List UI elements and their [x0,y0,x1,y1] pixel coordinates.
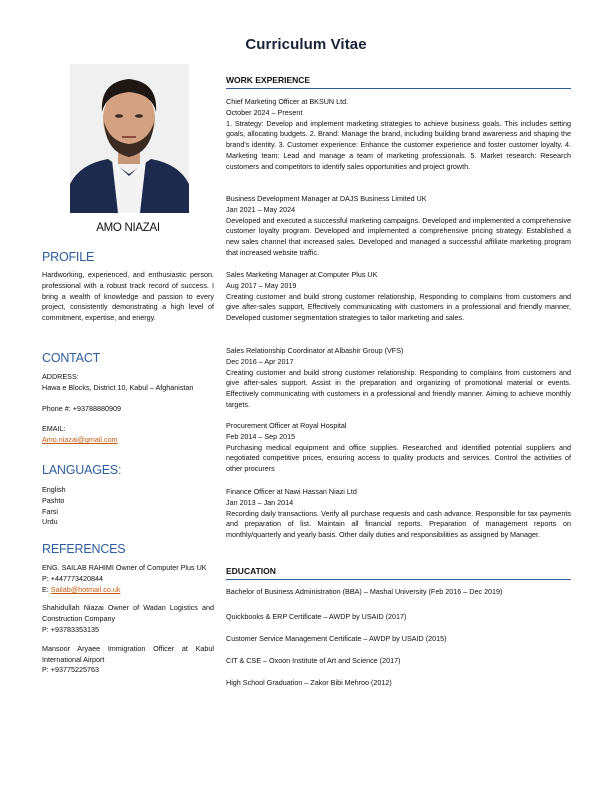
reference-name: ENG. SAILAB RAHIMI Owner of Computer Plus UK [42,563,207,572]
job-description: 1. Strategy: Develop and implement marketing strategies to achieve business goals. This includes setting goals, allocating budgets. 2. Brand: Manage the brand, including building brand awareness and shaping the brand's identity. 3. Customer experience: Enhance the customer experience and foster customer loyalty. 4. Marketing team: Lead and manage a team of marketing professionals. 5. Market research: Research customers and competitors to identify sales opportunities and project growth. [226,118,571,171]
reference-item [42,603,214,635]
language-item: Farsi [42,506,58,516]
email-link[interactable]: Amo.niazai@gmail.com [42,435,118,445]
phone-value: Phone #: +93788880909 [42,403,121,413]
contact-heading: CONTACT [42,351,101,365]
job-entry [226,346,571,411]
reference-phone: P: +93783353135 [42,624,99,634]
reference-name: Shahidullah Niazai Owner of Wadan Logistics and Construction Company [42,603,214,624]
education-item: Quickbooks & ERP Certificate – AWDP by USAID (2017) [226,612,407,621]
job-description: Recording daily transactions. Verify all purchase requests and cash advance. Responsible for tax payments and preparation of list. Maintain all financial reports. Preparation of management reports on monthly/quarterly and yearly basis. Other daily duties and responsibilities as assigned by Manager. [226,508,571,540]
job-dates: Dec 2016 – Apr 2017 [226,356,294,366]
profile-heading: PROFILE [42,250,95,264]
education-item: Bachelor of Business Administration (BBA) – Mashal University (Feb 2016 – Dec 2019) [226,587,503,596]
reference-email-label: E: [42,584,51,594]
reference-phone: P: +93775225763 [42,665,99,675]
job-entry [226,487,571,541]
education-item: CIT & CSE – Oxoon Institute of Art and Science (2017) [226,656,401,665]
reference-item [42,644,214,676]
job-title: Procurement Officer at Royal Hospital [226,421,347,430]
education-heading: EDUCATION [226,566,571,580]
job-entry [226,194,571,259]
reference-email-link[interactable]: Sailab@hotmail.co.uk [50,584,121,594]
language-item: Urdu [42,517,58,527]
references-list [42,563,214,676]
languages-list [42,485,214,528]
email-label: EMAIL: [42,424,66,434]
person-photo-icon [70,64,189,213]
job-dates: Jan 2013 – Jan 2014 [226,497,294,507]
job-title: Sales Relationship Coordinator at Albashir Group (VFS) [226,346,404,355]
language-item: English [42,485,66,494]
address-label: ADDRESS: [42,372,79,381]
job-dates: Jan 2021 – May 2024 [226,204,296,214]
language-item: Pashto [42,495,65,505]
address-value: Hawa e Blocks, District 10, Kabul – Afghanistan [42,382,194,392]
references-heading: REFERENCES [42,542,126,556]
job-title: Chief Marketing Officer at BKSUN Ltd. [226,97,349,106]
job-title: Sales Marketing Manager at Computer Plus UK [226,270,378,279]
education-item: High School Graduation – Zakor Bibi Mehroo (2012) [226,678,392,687]
job-title: Finance Officer at Nawi Hassan Niazi Ltd [226,487,357,496]
job-dates: October 2024 – Present [226,107,303,117]
reference-item [42,563,214,595]
work-experience-heading: WORK EXPERIENCE [226,75,571,89]
page-title: Curriculum Vitae [245,36,367,53]
portrait-photo [70,64,189,213]
education-item: Customer Service Management Certificate – AWDP by USAID (2015) [226,634,447,643]
contact-block [42,372,214,446]
reference-phone: P: +447773420844 [42,573,103,583]
job-description: Creating customer and build strong customer relationship, Responding to complains from customers and give after-sales support, Effectively communicating with customers in a professional and friendly manner, Developed customer segmentation strategies to tailor marketing and sales. [226,291,571,323]
reference-email-line [42,585,214,596]
job-entry [226,97,571,173]
job-description: Creating customer and build strong customer relationship. Responding to complains from customers and give after-sales support. Assist in the preparation and organizing of promotional material or events. Effectively communicating with customers in a professional and friendly manner. Aiming to achieve monthly targets. [226,367,571,409]
job-dates: Aug 2017 – May 2019 [226,280,297,290]
job-description: Purchasing medical equipment and office supplies. Researched and identified potential suppliers and negotiated competitive prices, ensuring access to quality products and services. Control the activities of other procurers [226,442,571,474]
reference-name: Mansoor Aryaee Immigration Officer at Kabul International Airport [42,643,214,664]
job-dates: Feb 2014 – Sep 2015 [226,431,296,441]
candidate-name: AMO NIAZAI [96,222,160,234]
job-entry [226,270,571,324]
job-entry [226,421,571,475]
languages-heading: LANGUAGES: [42,463,122,477]
profile-text: Hardworking, experienced, and enthusiastic person. professional with a robust track record of success. I bring a wealth of knowledge and passion to every project, consistently demonstrating a high level of commitment, expertise, and energy. [42,270,214,323]
job-description: Developed and executed a successful marketing campaigns. Developed and implemented a comprehensive customer loyalty program. Developed and implemented a comprehensive pricing strategy. Established a new sales channel that increased sales. Developed and managed a successful affiliate marketing program that increased website traffic. [226,215,571,257]
job-title: Business Development Manager at DAJS Business Limited UK [226,194,427,203]
